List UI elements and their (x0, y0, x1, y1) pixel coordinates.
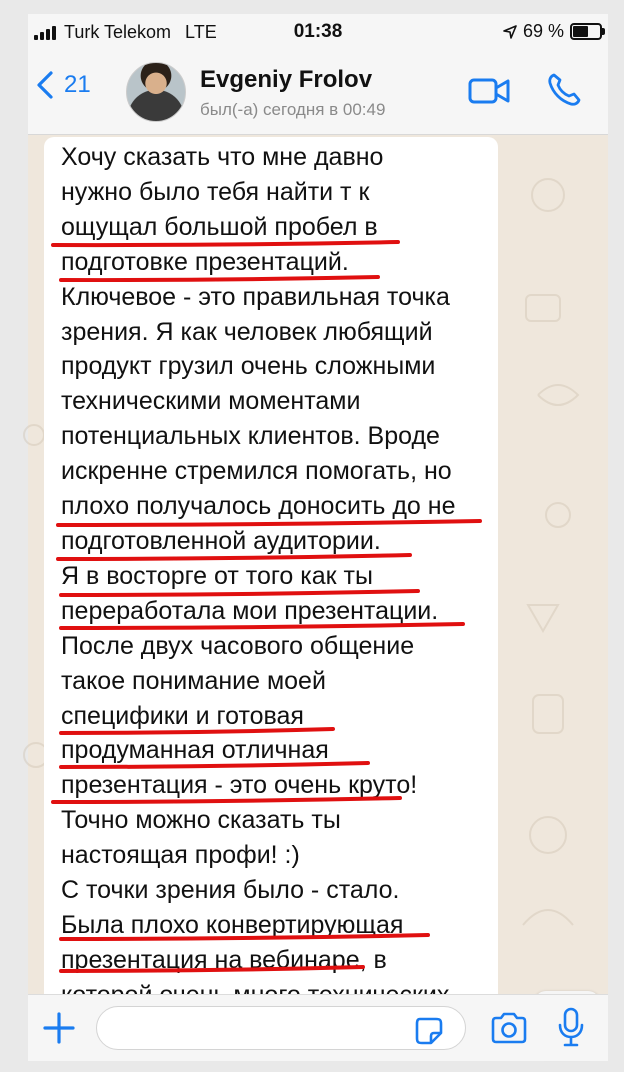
network-label: LTE (185, 22, 217, 42)
message-line: ощущал большой пробел в (61, 212, 378, 241)
carrier-label: Turk Telekom (64, 22, 172, 42)
message-line: такое понимание моей (61, 666, 326, 695)
status-right (503, 21, 602, 42)
message-line: Я в восторге от того как ты (61, 561, 373, 590)
last-seen-status: был(-а) сегодня в 00:49 (200, 100, 386, 119)
message-line: После двух часового общение (61, 631, 415, 660)
message-line: подготовленной аудитории. (61, 526, 381, 555)
chevron-left-icon (34, 70, 56, 100)
sticker-icon[interactable] (414, 1016, 444, 1046)
message-line: техническими моментами (61, 387, 361, 416)
message-line: настоящая профи! :) (61, 841, 300, 870)
chat-header (28, 50, 608, 135)
microphone-icon[interactable] (558, 1007, 584, 1047)
message-line: презентация на вебинаре, в (61, 945, 387, 974)
back-button[interactable] (34, 70, 91, 100)
clock: 01:38 (293, 21, 343, 42)
battery-fill (573, 26, 588, 37)
message-line: Была плохо конвертирующая (61, 910, 404, 939)
message-line: подготовке презентаций. (61, 247, 349, 276)
message-line: продукт грузил очень сложными (61, 352, 436, 381)
camera-icon[interactable] (490, 1012, 528, 1044)
message-line: продуманная отличная (61, 736, 329, 765)
location-arrow-icon (503, 25, 517, 39)
message-text (61, 140, 511, 1013)
message-line: переработала мои презентации. (61, 596, 439, 625)
unread-count: 21 (64, 71, 91, 98)
message-line: плохо получалось доносить до не (61, 492, 456, 521)
status-bar (28, 14, 608, 50)
message-line: Точно можно сказать ты (61, 806, 341, 835)
message-input-bar (28, 994, 608, 1061)
phone-screen (28, 14, 608, 1060)
avatar[interactable] (126, 62, 186, 122)
video-call-button[interactable] (468, 74, 510, 108)
message-line: специфики и готовая (61, 701, 304, 730)
message-line: искренне стремился помогать, но (61, 457, 452, 486)
message-line: нужно было тебя найти т к (61, 177, 370, 206)
message-line: презентация - это очень круто! (61, 771, 418, 800)
battery-icon (570, 23, 602, 40)
message-line: потенциальных клиентов. Вроде (61, 422, 440, 451)
message-line: С точки зрения было - стало. (61, 876, 400, 905)
message-line: Ключевое - это правильная точка (61, 282, 450, 311)
message-line: Хочу сказать что мне давно (61, 143, 384, 171)
chat-area[interactable] (28, 135, 608, 993)
battery-percent: 69 % (522, 21, 564, 41)
contact-name[interactable]: Evgeniy Frolov (200, 66, 373, 93)
phone-icon[interactable] (546, 72, 582, 108)
message-line: зрения. Я как человек любящий (61, 317, 433, 346)
plus-icon[interactable] (40, 1009, 78, 1047)
message-input[interactable] (96, 1006, 466, 1050)
